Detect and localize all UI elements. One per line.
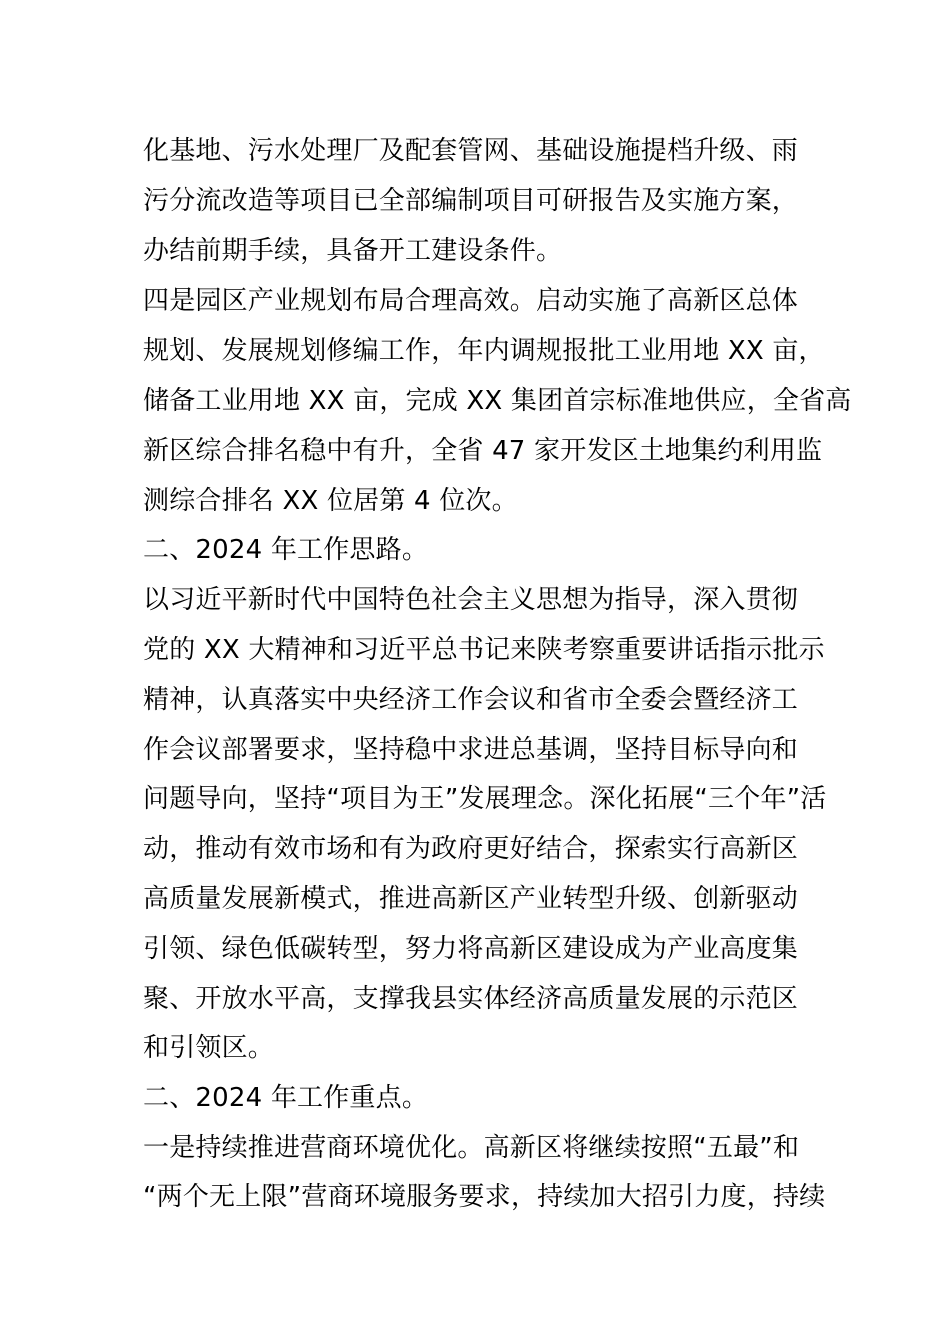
text-line: 问题导向，坚持“项目为王”发展理念。深化拓展“三个年”活	[143, 784, 827, 814]
text-line: 办结前期手续，具备开工建设条件。	[143, 236, 563, 266]
text-line: 规划、发展规划修编工作，年内调规报批工业用地 XX 亩，	[143, 336, 825, 366]
text-line: 动，推动有效市场和有为政府更好结合，探索实行高新区	[143, 834, 799, 864]
text-line: 四是园区产业规划布局合理高效。启动实施了高新区总体	[143, 286, 799, 316]
text-line: 污分流改造等项目已全部编制项目可研报告及实施方案，	[143, 186, 799, 216]
text-line: “两个无上限”营商环境服务要求，持续加大招引力度，持续	[143, 1182, 826, 1212]
text-line: 以习近平新时代中国特色社会主义思想为指导，深入贯彻	[143, 585, 799, 615]
section-heading: 二、2024 年工作思路。	[143, 535, 429, 565]
text-line: 党的 XX 大精神和习近平总书记来陕考察重要讲话指示批示	[143, 635, 825, 665]
section-heading: 二、2024 年工作重点。	[143, 1083, 429, 1113]
text-line: 聚、开放水平高，支撑我县实体经济高质量发展的示范区	[143, 984, 799, 1014]
text-line: 一是持续推进营商环境优化。高新区将继续按照“五最”和	[143, 1133, 800, 1163]
text-line: 新区综合排名稳中有升，全省 47 家开发区土地集约利用监	[143, 436, 823, 466]
text-line: 储备工业用地 XX 亩，完成 XX 集团首宗标准地供应，全省高	[143, 386, 852, 416]
text-line: 测综合排名 XX 位居第 4 位次。	[143, 486, 518, 516]
text-line: 高质量发展新模式，推进高新区产业转型升级、创新驱动	[143, 884, 799, 914]
text-line: 引领、绿色低碳转型，努力将高新区建设成为产业高度集	[143, 934, 799, 964]
text-line: 化基地、污水处理厂及配套管网、基础设施提档升级、雨	[143, 136, 799, 166]
text-line: 精神，认真落实中央经济工作会议和省市全委会暨经济工	[143, 685, 799, 715]
text-line: 作会议部署要求，坚持稳中求进总基调，坚持目标导向和	[143, 735, 799, 765]
text-line: 和引领区。	[143, 1033, 275, 1063]
